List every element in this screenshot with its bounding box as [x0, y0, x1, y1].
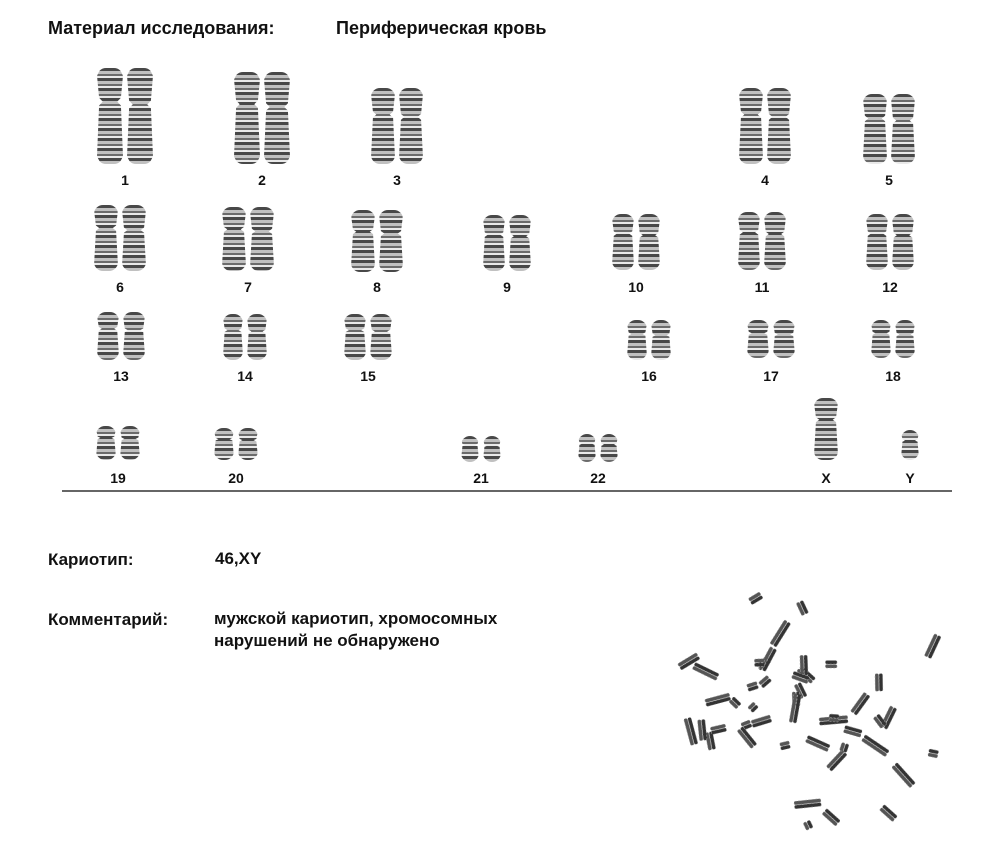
metaphase-chromosome: [758, 675, 772, 688]
metaphase-chromosome: [928, 749, 939, 758]
metaphase-chromosome: [796, 600, 809, 616]
chromosome-image: [247, 314, 267, 360]
chromosome-image: [773, 320, 795, 358]
chromosome-pair-18: [871, 320, 915, 358]
metaphase-chromosome: [826, 750, 847, 772]
chromosome-label: 2: [258, 172, 266, 188]
metaphase-chromosome: [800, 655, 808, 676]
chromosome-image: [96, 426, 116, 460]
chromosome-image: [764, 212, 786, 270]
chromosome-image: [223, 314, 243, 360]
chromosome-image: [866, 214, 888, 270]
comment-line-1: мужской кариотип, хромосомных: [214, 609, 498, 628]
chromosome-image: [250, 207, 274, 271]
karyotype-value: 46,XY: [215, 549, 262, 568]
chromosome-label: 8: [373, 279, 381, 295]
chromosome-image: [814, 398, 838, 460]
chromosome-label: Y: [905, 470, 915, 486]
chromosome-image: [264, 72, 290, 164]
chromosome-label: 17: [763, 368, 779, 384]
chromosome-pair-8: [351, 210, 403, 272]
metaphase-chromosome: [891, 762, 915, 788]
material-label: Материал исследования:: [48, 18, 275, 38]
chromosome-image: [351, 210, 375, 272]
chromosome-image: [627, 320, 647, 360]
chromosome-label: 9: [503, 279, 511, 295]
metaphase-chromosome: [789, 693, 801, 723]
chromosome-image: [738, 212, 760, 270]
metaphase-chromosome: [843, 725, 862, 737]
chromosome-image: [97, 312, 119, 360]
chromosome-image: [891, 94, 915, 164]
metaphase-chromosome: [770, 620, 791, 648]
chromosome-pair-15: [344, 314, 392, 360]
comment-value: [214, 608, 497, 652]
chromosome-image: [97, 68, 123, 164]
metaphase-chromosome: [754, 659, 764, 667]
karyogram-divider: [62, 490, 952, 492]
chromosome-pair-19: [96, 426, 140, 460]
chromosome-image: [379, 210, 403, 272]
chromosome-pair-9: [483, 215, 531, 271]
chromosome-pair-10: [612, 214, 660, 270]
metaphase-chromosome: [710, 724, 727, 735]
chromosome-label: 15: [360, 368, 376, 384]
metaphase-chromosome: [803, 820, 813, 831]
chromosome-image: [895, 320, 915, 358]
chromosome-label: 7: [244, 279, 252, 295]
chromosome-image: [578, 434, 596, 462]
chromosome-image: [612, 214, 634, 270]
chromosome-pair-x: [814, 398, 838, 460]
metaphase-chromosome: [794, 799, 822, 809]
chromosome-image: [399, 88, 423, 164]
chromosome-image: [767, 88, 791, 164]
metaphase-chromosome: [875, 674, 883, 692]
chromosome-label: 10: [628, 279, 644, 295]
metaphase-chromosome: [705, 693, 731, 707]
chromosome-label: 22: [590, 470, 606, 486]
chromosome-image: [461, 436, 479, 462]
chromosome-label: 21: [473, 470, 489, 486]
metaphase-chromosome: [692, 662, 719, 680]
material-value: Периферическая кровь: [336, 18, 547, 38]
metaphase-chromosome: [751, 715, 772, 728]
chromosome-label: 19: [110, 470, 126, 486]
chromosome-label: X: [821, 470, 831, 486]
chromosome-image: [892, 214, 914, 270]
chromosome-image: [371, 88, 395, 164]
chromosome-image: [94, 205, 118, 271]
metaphase-chromosome: [746, 681, 758, 691]
metaphase-chromosome: [822, 808, 841, 826]
chromosome-pair-14: [223, 314, 267, 360]
chromosome-label: 1: [121, 172, 129, 188]
chromosome-image: [238, 428, 258, 460]
chromosome-label: 4: [761, 172, 769, 188]
metaphase-chromosome: [748, 702, 759, 713]
chromosome-pair-6: [94, 205, 146, 271]
karyotype-label: Кариотип:: [48, 550, 134, 569]
metaphase-chromosome: [924, 634, 941, 659]
metaphase-chromosome: [748, 592, 763, 605]
metaphase-chromosome: [879, 804, 897, 821]
metaphase-chromosome: [850, 692, 870, 716]
chromosome-label: 12: [882, 279, 898, 295]
metaphase-chromosome: [825, 661, 837, 669]
chromosome-pair-11: [738, 212, 786, 270]
metaphase-chromosome: [839, 742, 849, 752]
chromosome-image: [747, 320, 769, 358]
chromosome-image: [739, 88, 763, 164]
chromosome-pair-17: [747, 320, 795, 358]
metaphase-chromosome: [737, 726, 757, 748]
chromosome-label: 18: [885, 368, 901, 384]
chromosome-image: [901, 430, 919, 460]
metaphase-chromosome: [779, 741, 790, 751]
chromosome-pair-16: [627, 320, 671, 360]
chromosome-label: 5: [885, 172, 893, 188]
comment-label: Комментарий:: [48, 610, 169, 629]
chromosome-image: [122, 205, 146, 271]
metaphase-chromosome: [805, 735, 830, 752]
chromosome-image: [222, 207, 246, 271]
chromosome-image: [234, 72, 260, 164]
chromosome-image: [651, 320, 671, 360]
chromosome-image: [127, 68, 153, 164]
metaphase-chromosome: [684, 717, 698, 746]
chromosome-pair-7: [222, 207, 274, 271]
chromosome-image: [123, 312, 145, 360]
metaphase-chromosome: [861, 734, 889, 756]
chromosome-pair-12: [866, 214, 914, 270]
chromosome-label: 20: [228, 470, 244, 486]
chromosome-image: [509, 215, 531, 271]
chromosome-pair-y: [901, 430, 919, 460]
chromosome-pair-5: [863, 94, 915, 164]
chromosome-image: [120, 426, 140, 460]
chromosome-image: [370, 314, 392, 360]
chromosome-pair-3: [371, 88, 423, 164]
metaphase-spread-image: [672, 548, 972, 854]
metaphase-chromosome: [697, 719, 707, 741]
chromosome-label: 16: [641, 368, 657, 384]
chromosome-label: 3: [393, 172, 401, 188]
chromosome-image: [214, 428, 234, 460]
chromosome-pair-21: [461, 436, 501, 462]
chromosome-image: [871, 320, 891, 358]
metaphase-chromosome: [829, 714, 839, 722]
chromosome-image: [863, 94, 887, 164]
chromosome-label: 13: [113, 368, 129, 384]
chromosome-pair-20: [214, 428, 258, 460]
chromosome-image: [483, 436, 501, 462]
chromosome-pair-4: [739, 88, 791, 164]
chromosome-image: [638, 214, 660, 270]
chromosome-image: [344, 314, 366, 360]
chromosome-image: [483, 215, 505, 271]
chromosome-pair-1: [97, 68, 153, 164]
chromosome-pair-13: [97, 312, 145, 360]
chromosome-pair-2: [234, 72, 290, 164]
metaphase-chromosome: [729, 696, 742, 709]
chromosome-label: 11: [754, 279, 770, 295]
chromosome-pair-22: [578, 434, 618, 462]
chromosome-label: 14: [237, 368, 253, 384]
chromosome-label: 6: [116, 279, 124, 295]
comment-line-2: нарушений не обнаружено: [214, 631, 440, 650]
chromosome-image: [600, 434, 618, 462]
